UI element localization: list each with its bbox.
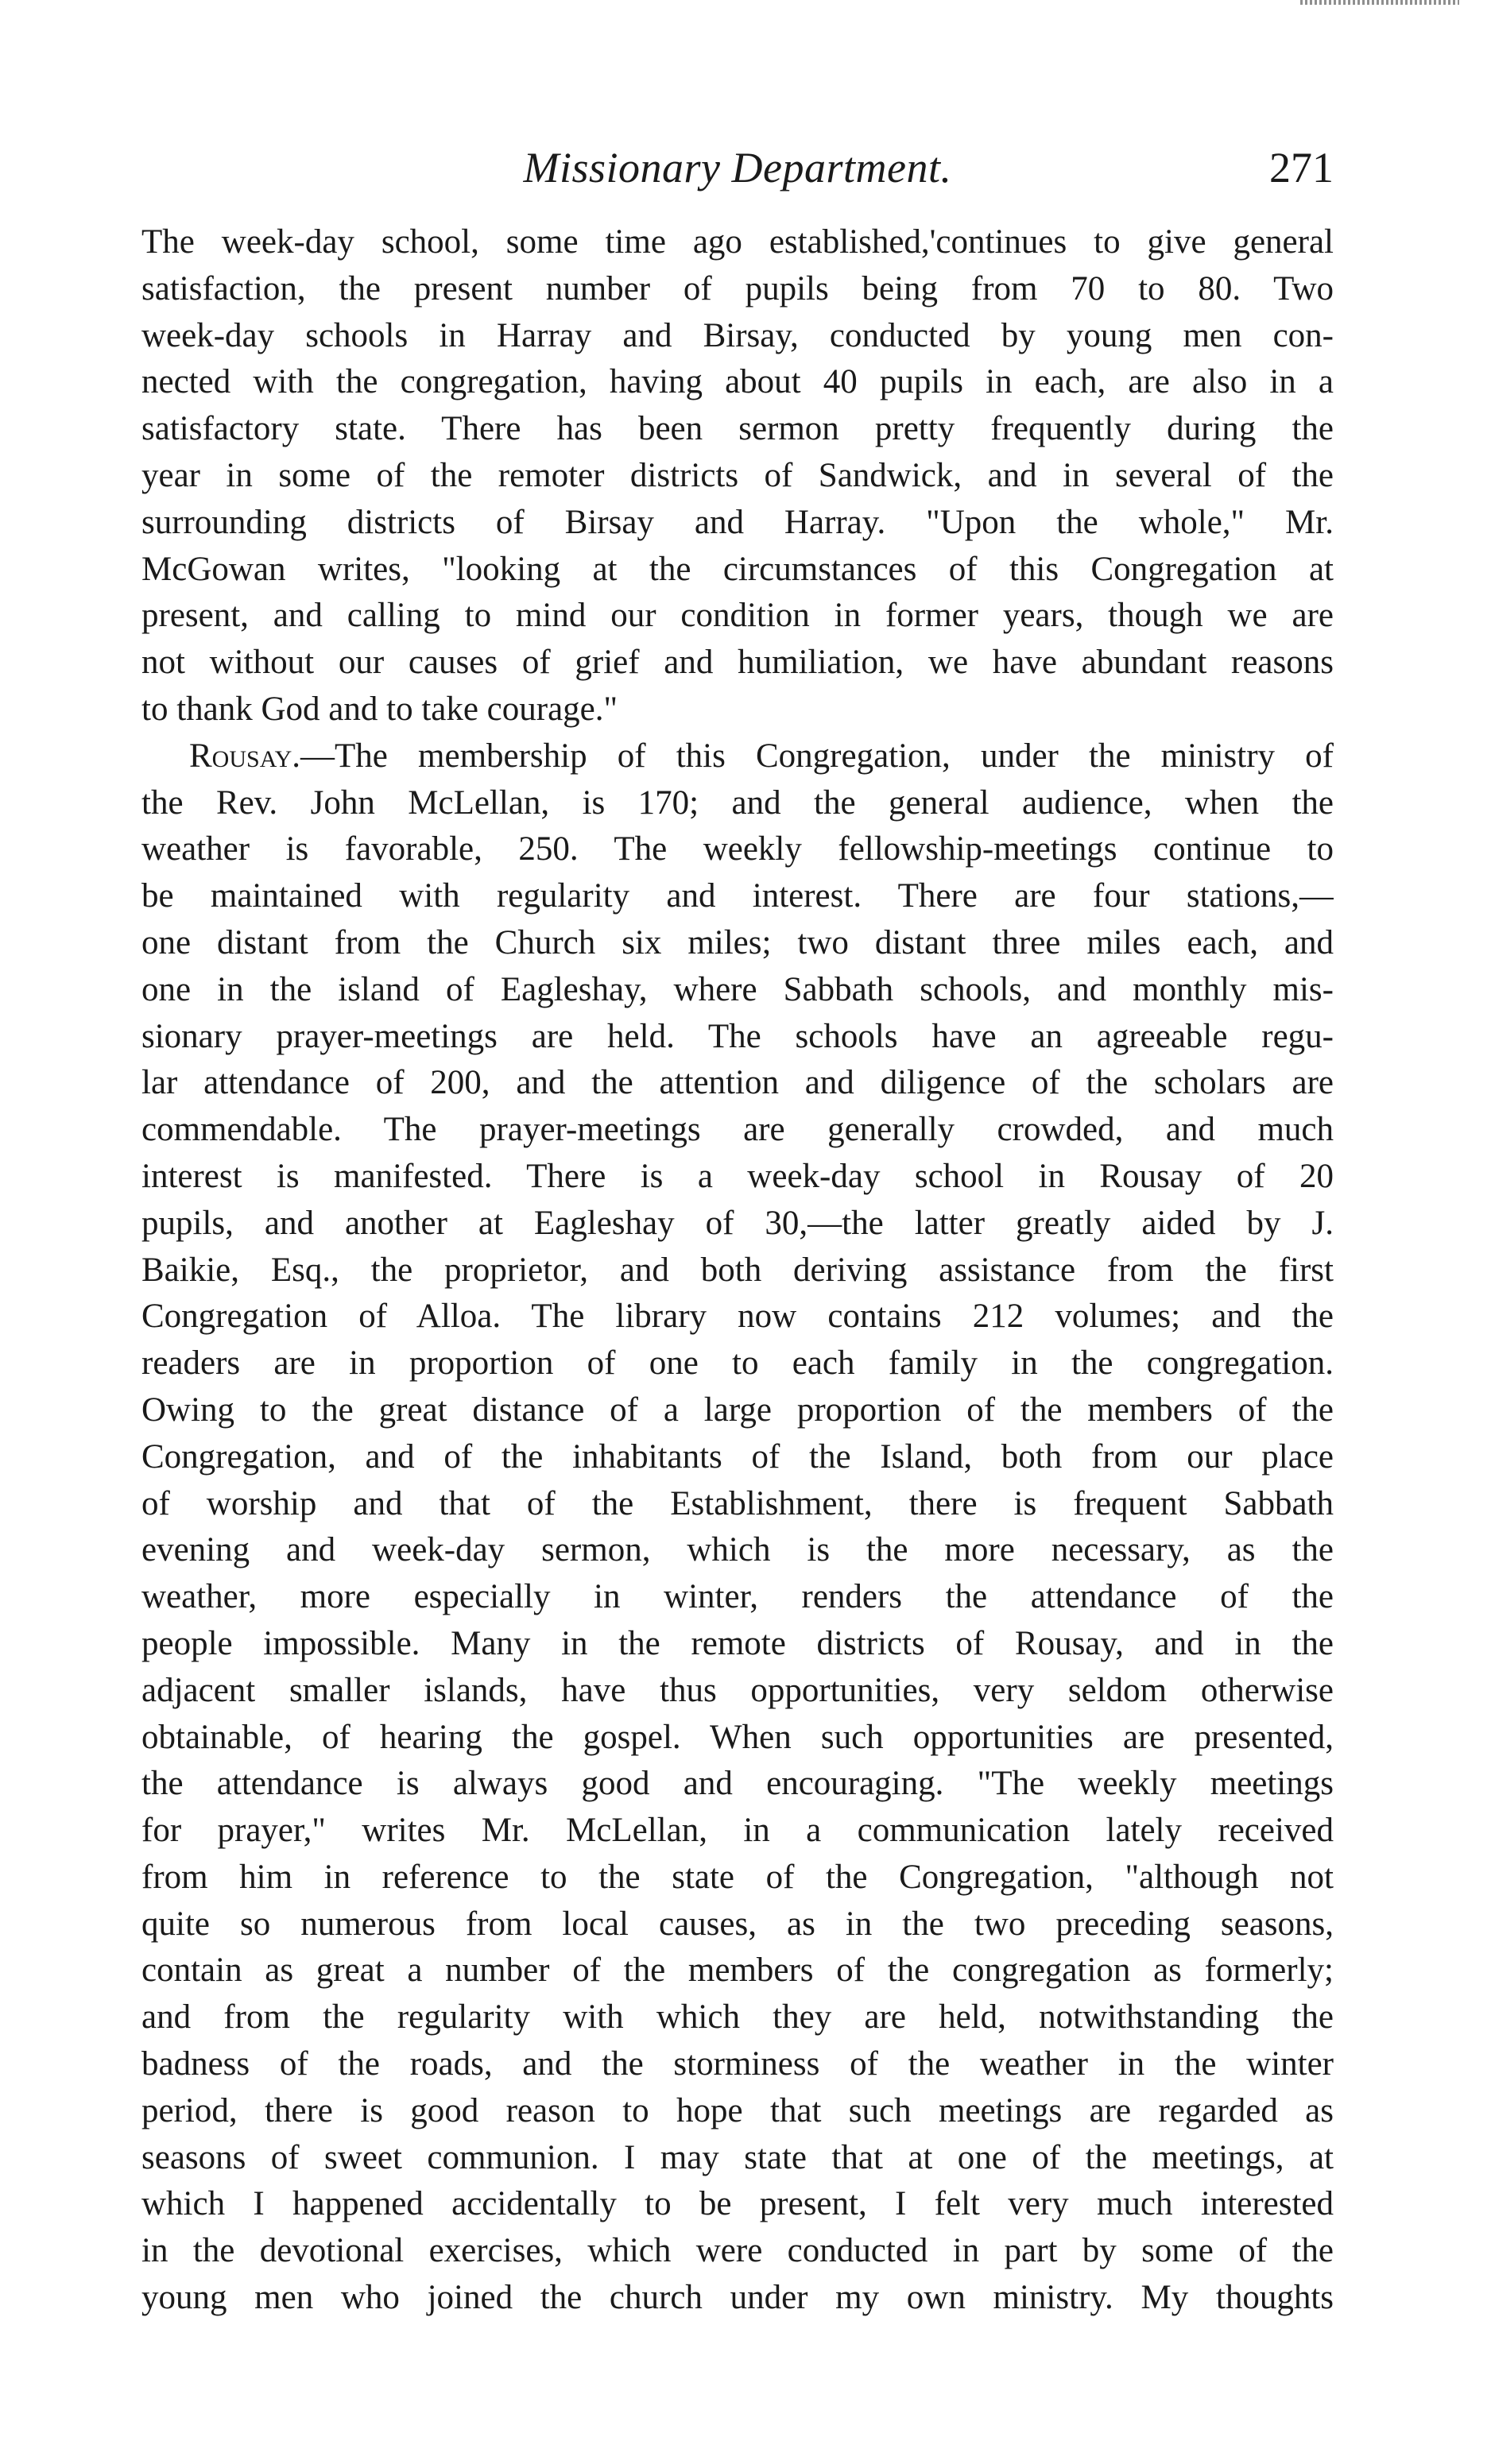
text-line: surrounding districts of Birsay and Harray. "Upon the whole," Mr. — [141, 503, 1334, 541]
text-line: one distant from the Church six miles; two distant three miles each, and — [141, 923, 1334, 961]
text-line: obtainable, of hearing the gospel. When such opportunities are presented, — [141, 1718, 1334, 1756]
running-header — [141, 140, 1334, 195]
text-line: commendable. The prayer-meetings are generally crowded, and much — [141, 1111, 1334, 1149]
text-line: weather, more especially in winter, renders the attendance of the — [141, 1578, 1334, 1616]
text-line: contain as great a number of the members of the congregation as formerly; — [141, 1951, 1334, 1990]
text-line: satisfaction, the present number of pupils being from 70 to 80. Two — [141, 269, 1334, 308]
text-line: Congregation of Alloa. The library now contains 212 volumes; and the — [141, 1298, 1334, 1336]
text-line: not without our causes of grief and humiliation, we have abundant reasons — [141, 644, 1334, 682]
text-line: people impossible. Many in the remote districts of Rousay, and in the — [141, 1624, 1334, 1662]
text-line: interest is manifested. There is a week-day school in Rousay of 20 — [141, 1157, 1334, 1195]
paragraph-end-line: to thank God and to take courage." — [141, 690, 618, 728]
text-line: satisfactory state. There has been sermon pretty frequently during the — [141, 410, 1334, 448]
text-line-rest: —The membership of this Congregation, under the ministry of — [300, 737, 1334, 775]
text-line: one in the island of Eagleshay, where Sabbath schools, and monthly mis- — [141, 970, 1334, 1008]
text-line: evening and week-day sermon, which is the more necessary, as the — [141, 1531, 1334, 1569]
text-line: weather is favorable, 250. The weekly fellowship-meetings continue to — [141, 830, 1334, 868]
scan-edge-mark — [1300, 0, 1459, 5]
text-line: in the devotional exercises, which were conducted in part by some of the — [141, 2232, 1334, 2270]
text-line: lar attendance of 200, and the attention and diligence of the scholars are — [141, 1064, 1334, 1102]
text-line: be maintained with regularity and interest. There are four stations,— — [141, 877, 1334, 915]
text-line: year in some of the remoter districts of Sandwick, and in several of the — [141, 456, 1334, 494]
body-text — [141, 219, 1334, 2322]
text-line: present, and calling to mind our condition in former years, though we are — [141, 597, 1334, 635]
text-line: Baikie, Esq., the proprietor, and both deriving assistance from the first — [141, 1251, 1334, 1289]
text-line: Congregation, and of the inhabitants of the Island, both from our place — [141, 1437, 1334, 1476]
text-line: of worship and that of the Establishment, there is frequent Sabbath — [141, 1484, 1334, 1522]
text-line: the attendance is always good and encouraging. "The weekly meetings — [141, 1765, 1334, 1803]
text-line: adjacent smaller islands, have thus opportunities, very seldom otherwise — [141, 1671, 1334, 1709]
text-line: pupils, and another at Eagleshay of 30,—the latter greatly aided by J. — [141, 1204, 1334, 1242]
text-line: Owing to the great distance of a large proportion of the members of the — [141, 1391, 1334, 1429]
text-line: the Rev. John McLellan, is 170; and the general audience, when the — [141, 783, 1334, 822]
text-line: for prayer," writes Mr. McLellan, in a communication lately received — [141, 1812, 1334, 1850]
running-title: Missionary Department. — [523, 144, 952, 191]
page-number: 271 — [1269, 144, 1334, 191]
text-line: which I happened accidentally to be present, I felt very much interested — [141, 2185, 1334, 2223]
section-rousay-first-line — [141, 733, 1334, 780]
text-line: seasons of sweet communion. I may state that at one of the meetings, at — [141, 2138, 1334, 2176]
text-line: sionary prayer-meetings are held. The schools have an agreeable regu- — [141, 1017, 1334, 1055]
text-line: readers are in proportion of one to each family in the congregation. — [141, 1344, 1334, 1383]
text-line: week-day schools in Harray and Birsay, conducted by young men con- — [141, 316, 1334, 354]
text-line: The week-day school, some time ago established,'continues to give general — [141, 223, 1334, 261]
text-line: nected with the congregation, having about 40 pupils in each, are also in a — [141, 363, 1334, 401]
text-line: young men who joined the church under my own ministry. My thoughts — [141, 2279, 1334, 2317]
text-line: period, there is good reason to hope that such meetings are regarded as — [141, 2091, 1334, 2129]
text-line: badness of the roads, and the storminess of the weather in the winter — [141, 2045, 1334, 2083]
text-line: from him in reference to the state of the Congregation, "although not — [141, 1858, 1334, 1896]
text-line: McGowan writes, "looking at the circumstances of this Congregation at — [141, 550, 1334, 588]
text-line: quite so numerous from local causes, as in the two preceding seasons, — [141, 1905, 1334, 1943]
text-line: and from the regularity with which they are held, notwithstanding the — [141, 1998, 1334, 2037]
section-heading-rousay: Rousay. — [189, 737, 301, 775]
